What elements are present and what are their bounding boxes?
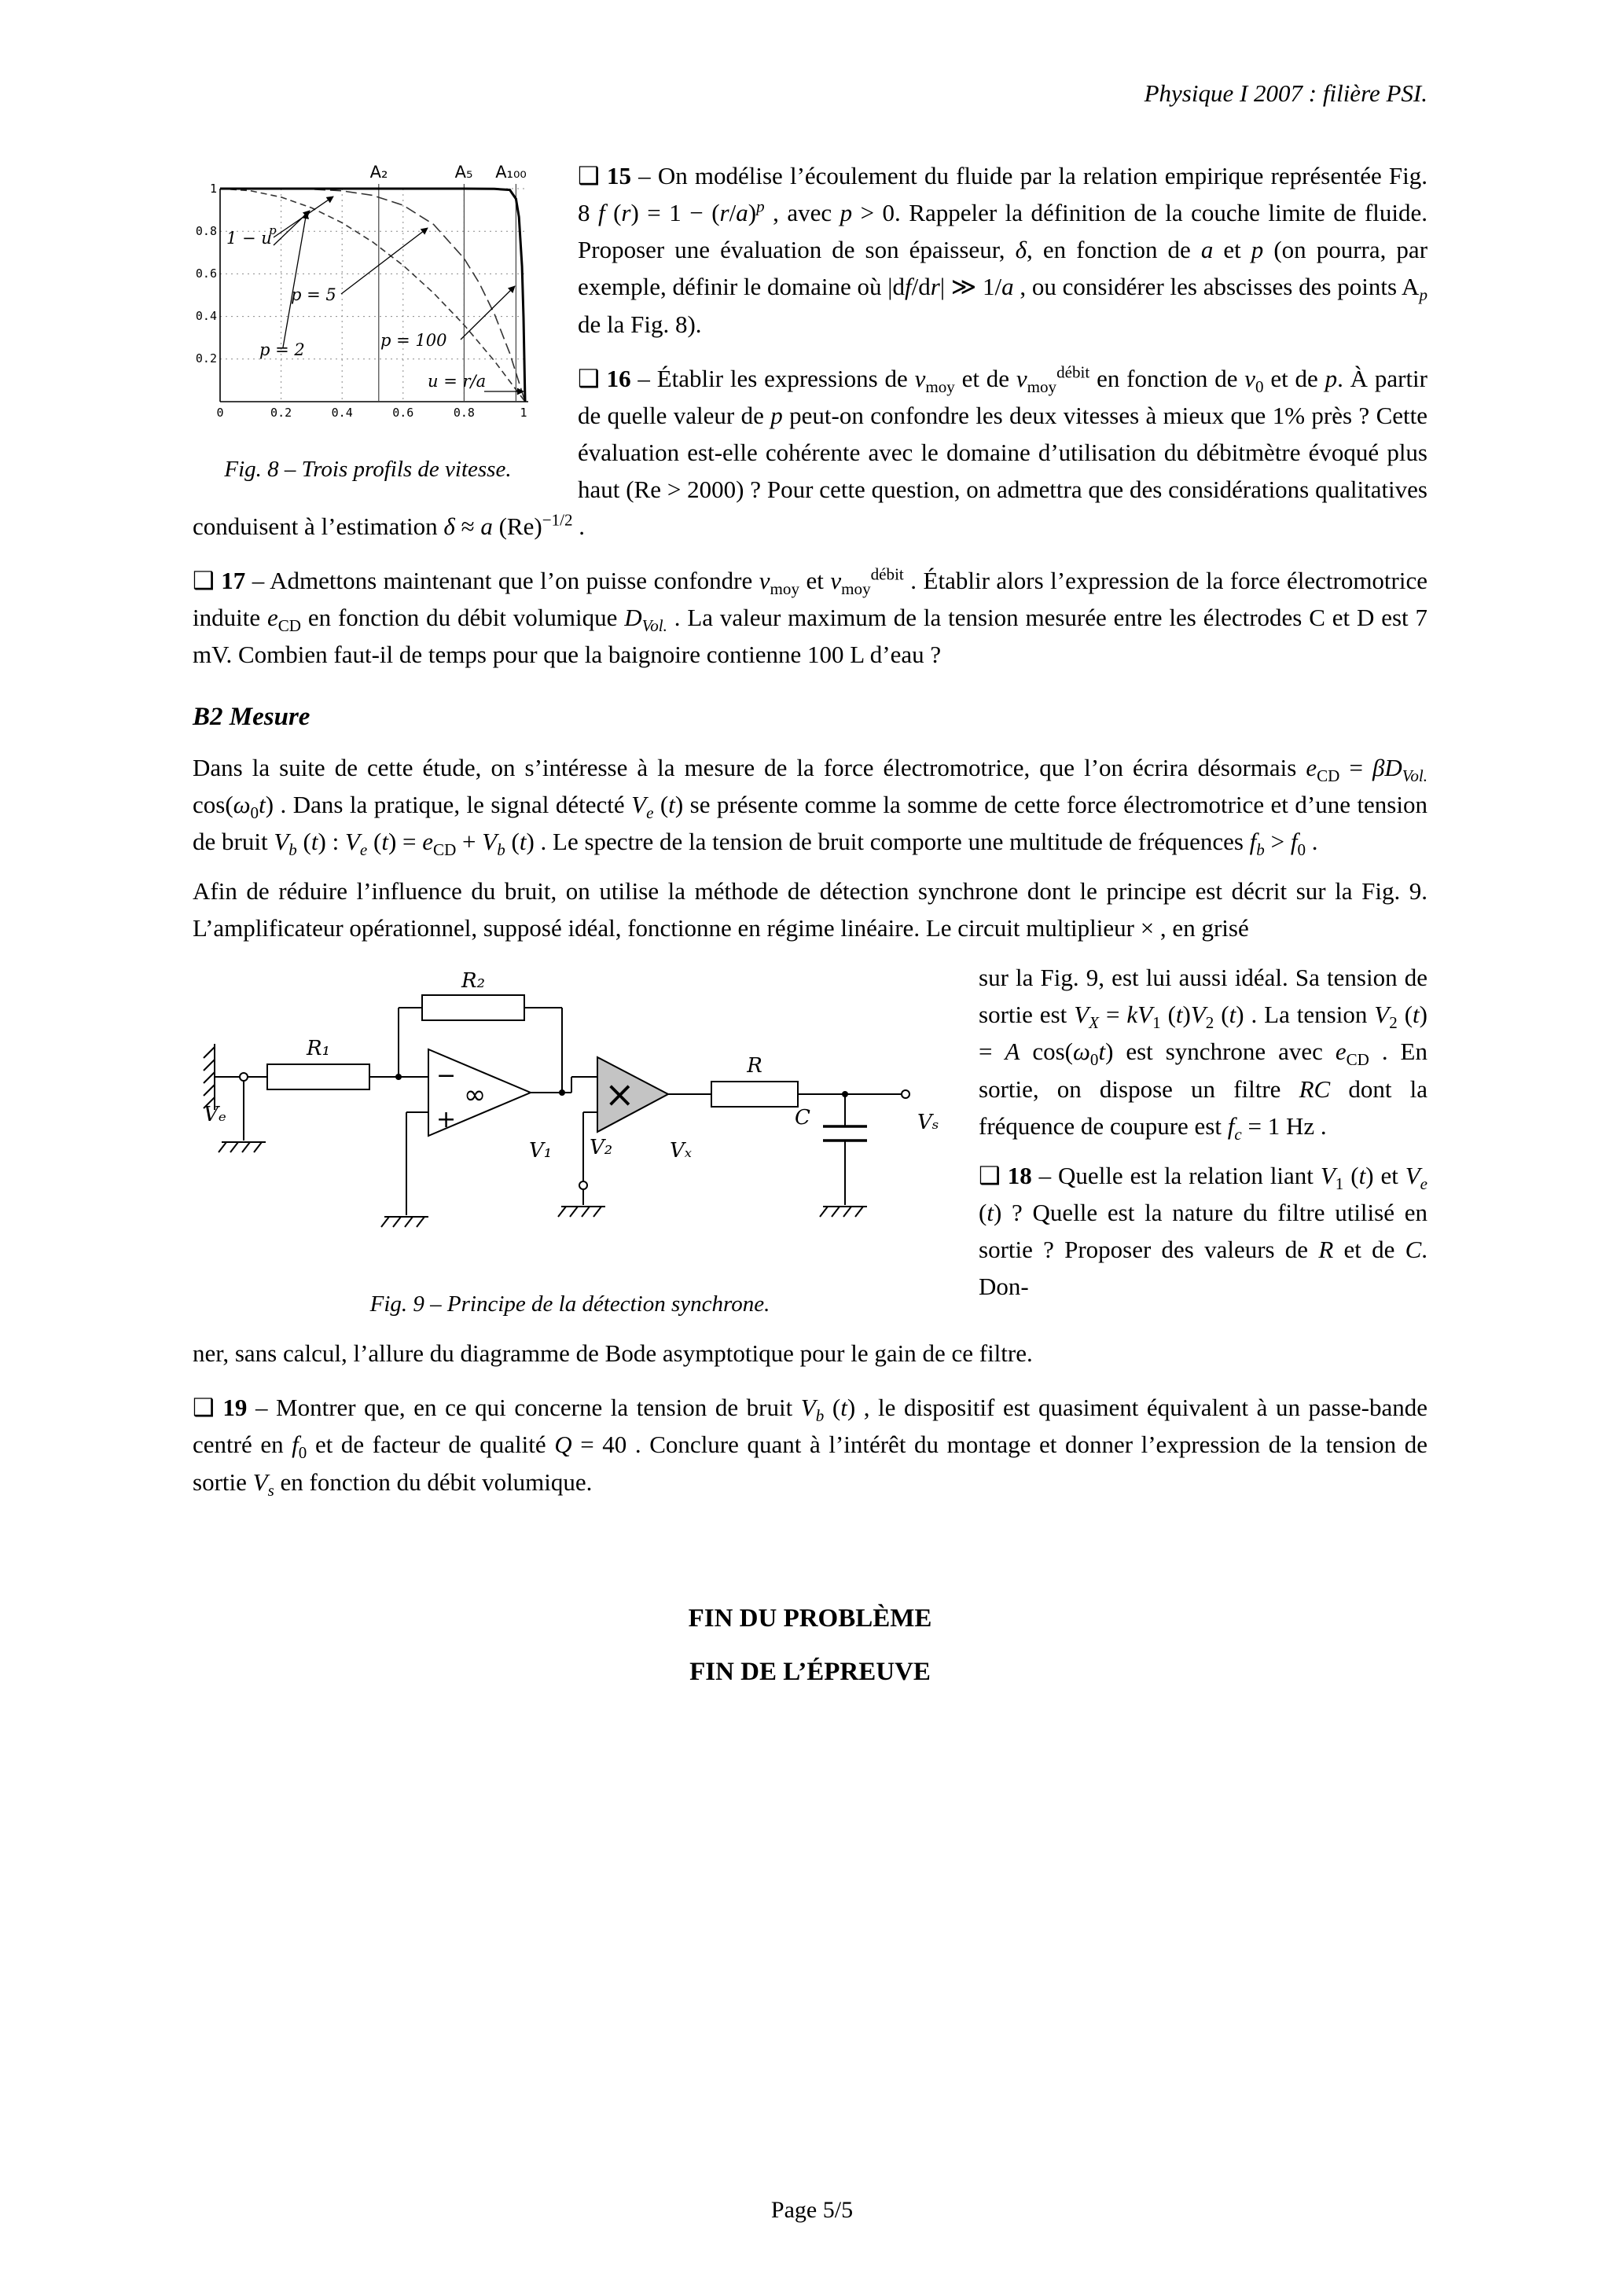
opamp-minus-sign: −: [436, 1062, 457, 1090]
label-p5: p = 5: [291, 285, 336, 305]
fig8-caption: Fig. 8 – Trois profils de vitesse.: [224, 457, 512, 483]
figure-9: [193, 959, 947, 1321]
label-r2: R₂: [461, 969, 485, 994]
label-c: C: [795, 1106, 810, 1130]
curve-p2: [220, 189, 525, 402]
fig8-grid: [220, 189, 525, 402]
label-a5: A₅: [454, 163, 473, 182]
fig9-circuit: [193, 959, 947, 1273]
resistor-r1: [267, 1064, 369, 1089]
label-vs: Vₛ: [917, 1111, 939, 1135]
label-a100: A₁₀₀: [495, 163, 527, 182]
fig8-y-tick-labels: [196, 182, 217, 366]
fig8-axes: [220, 189, 528, 402]
figure9-row: [193, 959, 1427, 1322]
capacitor-c: [823, 1126, 867, 1141]
y-tick: 1: [209, 182, 217, 197]
fig9-caption: Fig. 9 – Principe de la détection synchrone.: [369, 1291, 770, 1317]
multiplier-times-symbol: ×: [604, 1073, 635, 1116]
input-port-ve: [240, 1073, 248, 1081]
fin-de-lepreuve: FIN DE L’ÉPREUVE: [689, 1657, 931, 1686]
question-18: ❑ 18 – Quelle est la relation liant $V_1$ (t) et $V_e$ (t) ? Quelle est la nature du filtre utilisé en sortie ? Proposer des valeurs de R et de C. Don-: [979, 1161, 1428, 1301]
x-tick: 0.6: [392, 406, 414, 421]
x-tick: 0.4: [331, 406, 353, 421]
ground-symbol: [558, 1207, 605, 1217]
label-r: R: [747, 1054, 762, 1078]
y-tick: 0.4: [195, 309, 217, 324]
fig8-a-marker-lines: [379, 184, 516, 402]
output-port-vs: [902, 1090, 909, 1098]
question-19: ❑ 19 – Montrer que, en ce qui concerne la tension de bruit $V_b$ (t) , le dispositif est quasiment équivalent à un passe-bande centré en $f_0$ et de facteur de qualité Q = 40 . Conclure quant à l’intérêt du montage et donner l’expression de la tension de sortie $V_s$ en fonction du débit volumique.: [193, 1394, 1428, 1500]
ground-symbol: [381, 1217, 428, 1227]
right-column: [979, 959, 1427, 1322]
label-v1: V₁: [529, 1139, 553, 1163]
page-number: Page 5/5: [770, 2197, 854, 2224]
wall-hatch: [204, 1044, 215, 1110]
question-18-continuation: ner, sans calcul, l’allure du diagramme de Bode asymptotique pour le gain de ce filtre.: [193, 1339, 1033, 1368]
opamp-infinity-symbol: ∞: [464, 1079, 487, 1111]
label-ve: Vₑ: [204, 1103, 226, 1127]
node-dot: [842, 1091, 848, 1097]
fig8-x-tick-labels: [216, 406, 527, 420]
curve-p100: [220, 189, 525, 402]
figure-8: [193, 162, 543, 487]
x-tick: 0.8: [453, 406, 475, 421]
y-tick: 0.6: [195, 266, 217, 281]
label-u-axis: u = r/a: [428, 372, 487, 391]
node-dot: [395, 1074, 402, 1080]
node-dot: [559, 1089, 565, 1096]
label-a2: A₂: [369, 163, 388, 182]
question-15: ❑ 15 – On modélise l’écoulement du fluide par la relation empirique représentée Fig. 8 f $(r) = 1 - (r/a)^p$ , avec p > 0. Rappeler la définition de la couche limite de fluide. Proposer une évaluation de son épaisseur, δ, en fonction de a et p (on pourra, par exemple, définir le domaine où |df/dr| ≫ 1/a , ou considérer les abscisses des points $A_p$ de la Fig. 8).: [578, 162, 1428, 338]
ground-symbol: [820, 1207, 867, 1217]
label-profile-formula: 1 − u: [226, 229, 272, 248]
input-port-v2: [579, 1181, 587, 1189]
fig8-plot: [193, 162, 543, 439]
label-profile-exponent: p: [269, 223, 277, 238]
curve-p5: [220, 189, 525, 402]
resistor-r: [711, 1082, 798, 1107]
x-tick: 1: [520, 406, 527, 421]
label-r1: R₁: [307, 1037, 330, 1061]
section-heading-b2: B2 Mesure: [193, 702, 310, 731]
opamp-plus-sign: +: [436, 1106, 457, 1134]
page-header: [193, 75, 1427, 112]
fin-du-probleme: FIN DU PROBLÈME: [688, 1604, 932, 1633]
ground-symbol: [219, 1142, 266, 1152]
label-vx: Vₓ: [670, 1139, 693, 1163]
question-17: ❑ 17 – Admettons maintenant que l’on puisse confondre $v_{moy}$ et $v_{moy}^{débit}$ . Établir alors l’expression de la force électromotrice induite $e_{CD}$ en fonction du débit volumique $D_{Vol.}$ . La valeur maximum de la tension mesurée entre les électrodes C et D est 7 mV. Combien faut-il de temps pour que la baignoire contienne 100 L d’eau ?: [193, 564, 1427, 669]
label-v2: V₂: [590, 1136, 613, 1160]
paragraph-b2-intro: Dans la suite de cette étude, on s’intéresse à la mesure de la force électromotrice, que l’on écrira désormais $e_{CD} = \beta D_{Vol.}$ $\cos(\omega_0t)$ . Dans la pratique, le signal détecté $V_e$ (t) se présente comme la somme de cette force électromotrice et d’une tension de bruit $V_b$ (t) : $V_e$ $(t) = e_{CD} + V_b$ (t) . Le spectre de la tension de bruit comporte une multitude de fréquences $f_b > f_0$ .: [193, 753, 1428, 860]
column-continuation: sur la Fig. 9, est lui aussi idéal. Sa tension de sortie est $V_X = kV_1$ $(t)V_2$ (t) . La tension $V_2$ (t) = A $\cos(\omega_0t)$ est synchrone avec $e_{CD}$ . En sortie, on dispose un filtre RC dont la fréquence de coupure est $f_c = 1$ Hz .: [979, 964, 1427, 1144]
label-p100: p = 100: [380, 331, 447, 351]
y-tick: 0.2: [195, 351, 217, 366]
x-tick: 0.2: [270, 406, 292, 421]
resistor-r2: [422, 995, 524, 1020]
question-16: ❑ 16 – Établir les expressions de $v_{moy}$ et de $v_{moy}^{débit}$ en fonction de $v_0$ et de p. À partir de quelle valeur de p peut-on confondre les deux vitesses à mieux que 1% près ? Cette évaluation est-elle cohérente avec le domaine d’utilisation du débitmètre évoqué plus haut (Re > 2000) ? Pour cette question, on admettra que des considérations qualitatives conduisent à l’estimation δ ≈ a $(Re)^{-1/2}$ .: [193, 362, 1427, 541]
paragraph-b2-method: Afin de réduire l’influence du bruit, on utilise la méthode de détection synchrone dont le principe est décrit sur la Fig. 9. L’amplificateur opérationnel, supposé idéal, fonctionne en régime linéaire. Le circuit multiplieur × , en grisé: [193, 877, 1427, 942]
label-p2: p = 2: [259, 340, 305, 360]
y-tick: 0.8: [195, 224, 217, 239]
header-title: Physique I 2007 : filière PSI.: [1144, 79, 1427, 107]
x-tick: 0: [216, 406, 224, 421]
